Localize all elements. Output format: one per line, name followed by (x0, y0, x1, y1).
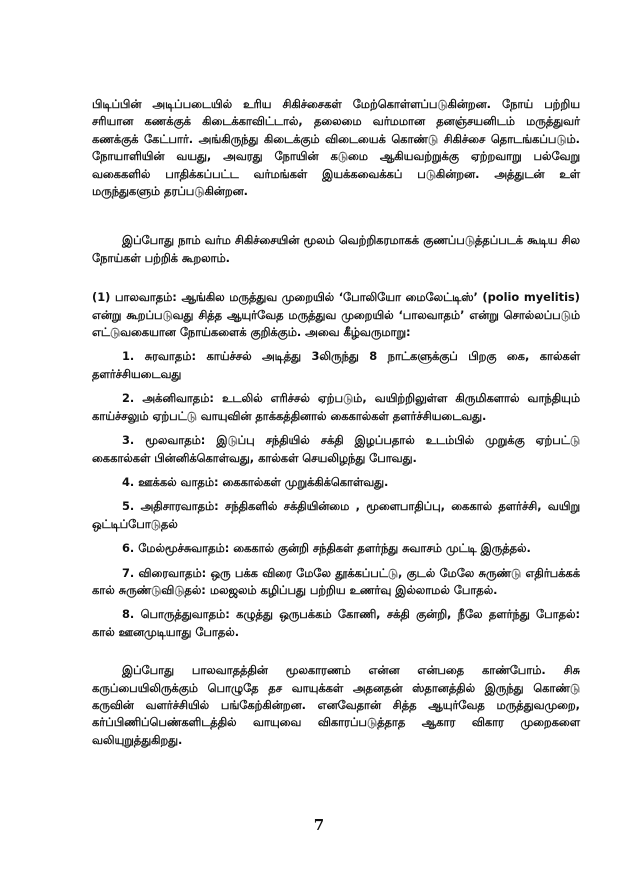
list-item: 7. விரைவாதம்: ஒரு பக்க விரை மேலே தூக்கப்பட்டு, குடல் மேலே சுருண்டு எதிர்பக்கக் கால் சுருண்டுவிடுதல்: மலஜலம் கழிப்பது பற்றிய உணர்வு இல்லாமல் போதல். (92, 565, 580, 597)
list-item: 5. அதிசாரவாதம்: சந்திகளில் சக்தியின்மை , மூளைபாதிப்பு, கைகால் தளர்ச்சி, வயிறு ஒட்டிப்போடுதல் (92, 499, 580, 531)
page-number: 7 (313, 816, 325, 834)
paragraph-overview: இப்போது நாம் வர்ம சிகிச்சையின் மூலம் வெற்றிகரமாகக் குணப்படுத்தப்படக் கூடிய சில நோய்கள் பற்றிக் கூறலாம். (92, 233, 580, 265)
list-item: 3. மூலவாதம்: இடுப்பு சந்தியில் சக்தி இழப்பதால் உடம்பில் முறுக்கு ஏற்பட்டு கைகால்கள் பின்னிக்கொள்வது, கால்கள் செயலிழந்து போவது. (92, 433, 580, 465)
paragraph-cause: இப்போது பாலவாதத்தின் மூலகாரணம் என்ன என்பதை காண்போம். சிசு கருப்பையிலிருக்கும் பொழுதே தச வாயுக்கள் அதனதன் ஸ்தானத்தில் இருந்து கொண்டு கருவின் வளர்ச்சியில் பங்கேற்கின்றன. எனவேதான் சித்த ஆயுர்வேத மருத்துவமுறை, கர்ப்பிணிப்பெண்களிடத்தில் வாயுவை விகாரப்படுத்தாத ஆகார விகார முறைகளை வலியுறுத்துகிறது. (92, 663, 580, 747)
body-text (92, 96, 580, 749)
list-item: 6. மேல்மூச்சுவாதம்: கைகால் குன்றி சந்திகள் தளர்ந்து சுவாசம் முட்டி இருத்தல். (122, 541, 531, 556)
paragraph-intro: பிடிப்பின் அடிப்படையில் உரிய சிகிச்சைகள் மேற்கொள்ளப்படுகின்றன. நோய் பற்றிய சரியான கணக்குக் கிடைக்காவிட்டால், தலைமை வர்மமான தனஞ்சயனிடம் மருத்துவர் கணக்குக் கேட்பார். அங்கிருந்து கிடைக்கும் விடையைக் கொண்டு சிகிச்சை தொடங்கப்படும். நோயாளியின் வயது, அவரது நோயின் கடுமை ஆகியவற்றுக்கு ஏற்றவாறு பல்வேறு வகைகளில் பாதிக்கப்பட்ட வர்மங்கள் இயக்கவைக்கப் படுகின்றன. அத்துடன் உள் மருந்துகளும் தரப்படுகின்றன. (92, 97, 580, 199)
list-item: 1. சுரவாதம்: காய்ச்சல் அடித்து 3லிருந்து 8 நாட்களுக்குப் பிறகு கை, கால்கள் தளர்ச்சியடைவது (92, 349, 580, 381)
disease-list (92, 348, 580, 641)
section-heading-balavatham: (1) பாலவாதம்: ஆங்கில மருத்துவ முறையில் ‘போலியோ மைலேட்டிஸ்’ (polio myelitis) என்று கூறப்படுவது சித்த ஆயுர்வேத மருத்துவ முறையில் ‘பாலவாதம்’ என்று சொல்லப்படும் எட்டுவகையான நோய்களைக் குறிக்கும். அவை கீழ்வருமாறு: (92, 290, 580, 340)
list-item: 8. பொருத்துவாதம்: கழுத்து ஒருபக்கம் கோணி, சக்தி குன்றி, நீலே தளர்ந்து போதல்: கால் ஊனமுடியாது போதல். (92, 607, 580, 639)
list-item: 4. ஊக்கல் வாதம்: கைகால்கள் முறுக்கிக்கொள்வது. (122, 474, 389, 489)
list-item: 2. அக்னிவாதம்: உடலில் எரிச்சல் ஏற்படும், வயிற்றிலுள்ள கிருமிகளால் வாந்தியும் காய்ச்சலும் ஏற்பட்டு வாயுவின் தாக்கத்தினால் கைகால்கள் தளர்ச்சியடைவது. (92, 391, 580, 423)
